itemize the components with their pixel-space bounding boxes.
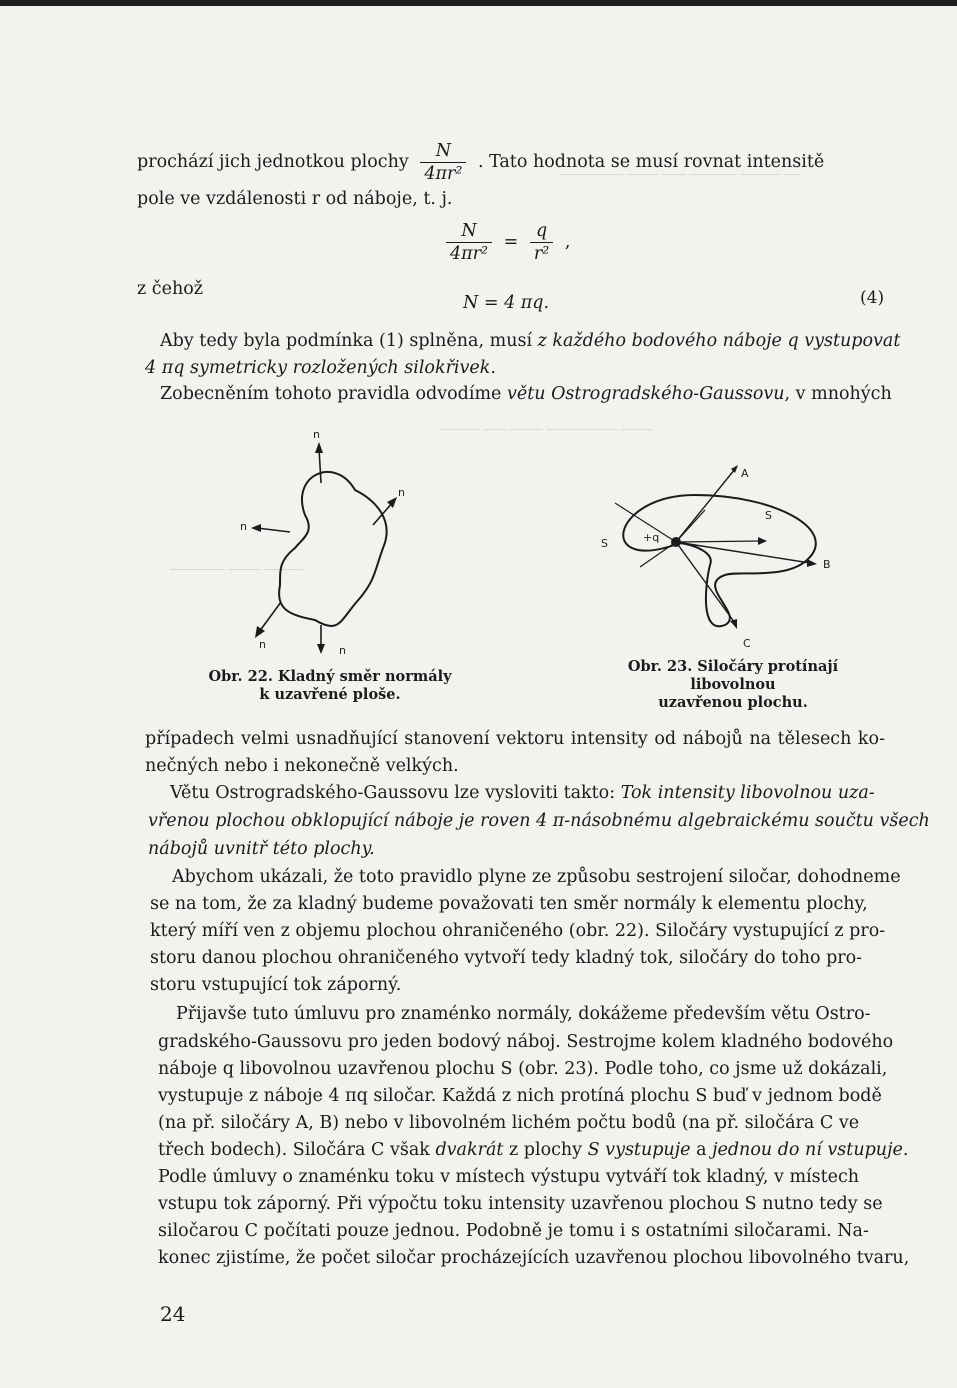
fraction-numerator: q	[530, 220, 553, 243]
text-run: storu vstupující tok záporný.	[150, 975, 402, 995]
text-run: siločarou C počítati pouze jednou. Podobně je tomu i s ostatními siločarami. Na-	[158, 1221, 869, 1241]
text-run: z čehož	[137, 279, 203, 299]
field-line-A	[676, 469, 735, 542]
text-run: prochází jich jednotkou plochy	[137, 152, 409, 172]
equation-number	[860, 288, 884, 308]
text-run: vstupu tok záporný. Při výpočtu toku intensity uzavřenou plochou S nutno tedy se	[158, 1194, 883, 1214]
normal-label: n	[240, 520, 247, 533]
equation-2	[463, 292, 549, 314]
text-line	[158, 1031, 893, 1053]
text-line	[145, 357, 496, 379]
text-run: se na tom, že za kladný budeme považovati ten směr normály k elementu plochy,	[150, 894, 868, 914]
text-run: gradského-Gaussovu pro jeden bodový náboj. Sestrojme kolem kladného bodového	[158, 1032, 894, 1052]
text-run: který míří ven z objemu plochou ohraničeného (obr. 22). Siločáry vystupující z pro-	[150, 921, 886, 941]
text-line	[158, 1193, 883, 1215]
text-run: vystupuje z náboje 4 πq siločar. Každá z nich protíná plochu S buď v jednom bodě	[158, 1086, 882, 1106]
page-number-text: 24	[160, 1302, 186, 1326]
fraction-denominator: 4πr²	[424, 164, 463, 184]
normal-arrowhead-bottom-left	[255, 626, 265, 638]
text-run: třech bodech). Siločára C však	[158, 1140, 436, 1160]
text-run: Větu Ostrogradského-Gaussovu lze vysloviti takto:	[170, 783, 621, 803]
text-run: vřenou plochou obklopující náboje je roven 4 π-násobnému algebraickému součtu všech	[148, 811, 930, 831]
figure-23	[575, 455, 855, 655]
text-line	[145, 755, 459, 777]
text-run: Přijavše tuto úmluvu pro znaménko normály, dokážeme především větu Ostro-	[176, 1004, 871, 1024]
equation-number-text: (4)	[860, 288, 885, 308]
text-run-italic: Tok intensity libovolnou uza-	[620, 783, 875, 803]
closed-surface-blob	[279, 472, 387, 626]
figure-23-caption	[588, 658, 878, 712]
text-run: Abychom ukázali, že toto pravidlo plyne ze způsobu sestrojení siločar, dohodneme	[172, 867, 901, 887]
text-line	[158, 1139, 908, 1161]
field-line-C	[676, 542, 735, 623]
show-through-text: ─────── ──── ─────	[170, 563, 304, 578]
text-line	[150, 920, 885, 942]
text-line	[176, 1003, 871, 1025]
equals-sign: =	[503, 232, 519, 252]
equation-1	[440, 220, 570, 265]
text-line	[158, 1247, 909, 1269]
text-run: . Tato hodnota se musí rovnat intensitě	[477, 152, 825, 172]
arrowhead-B	[807, 559, 817, 567]
text-run: a	[690, 1140, 713, 1160]
label-B: B	[823, 558, 831, 571]
caption-line: k uzavřené ploše.	[259, 686, 401, 703]
text-run-italic: S vystupuje	[587, 1140, 691, 1160]
text-line	[137, 278, 203, 300]
text-run-italic: dvakrát	[435, 1140, 504, 1160]
text-run-italic: jednou do ní vstupuje.	[712, 1140, 909, 1160]
fraction-denominator: r²	[533, 244, 550, 264]
normal-arrowhead-left	[251, 524, 261, 532]
normal-label: n	[259, 638, 266, 651]
text-line	[158, 1112, 859, 1134]
field-line	[676, 541, 761, 542]
caption-line: Obr. 22. Kladný směr normály	[208, 668, 452, 685]
field-line	[676, 510, 705, 542]
text-line	[137, 188, 452, 210]
text-run: Podle úmluvy o znaménku toku v místech výstupu vytváří tok kladný, v místech	[158, 1167, 860, 1187]
text-line	[150, 947, 862, 969]
equation-fraction-left	[446, 220, 492, 265]
normal-arrow-top	[319, 448, 321, 483]
page-number	[160, 1302, 185, 1326]
text-run: nábojů uvnitř této plochy.	[148, 839, 375, 859]
normal-label: n	[339, 644, 346, 657]
arrowhead-C	[730, 619, 737, 629]
normal-label: n	[313, 428, 320, 441]
field-line-B	[676, 542, 810, 563]
text-line	[158, 1085, 882, 1107]
text-run: 4 πq symetricky rozložených silokřivek.	[145, 358, 496, 378]
normal-arrowhead-bottom	[317, 644, 325, 654]
closed-surface-S	[623, 495, 816, 626]
arrowhead	[758, 537, 767, 545]
text-line	[170, 782, 875, 804]
text-run: (na př. siločáry A, B) nebo v libovolném lichém počtu bodů (na př. siločára C ve	[158, 1113, 860, 1133]
text-line	[148, 838, 375, 860]
label-A: A	[741, 467, 749, 480]
text-run-italic: větu Ostrogradského-Gaussovu	[506, 384, 785, 404]
text-run-italic: z každého bodového náboje q vystupovat	[537, 331, 901, 351]
page-top-edge	[0, 0, 957, 6]
figure-22	[235, 420, 435, 670]
fraction-numerator: N	[446, 220, 492, 243]
text-line	[150, 974, 401, 996]
text-run: konec zjistíme, že počet siločar procházejících uzavřenou plochou libovolného tvaru,	[158, 1248, 910, 1268]
label-S-right: S	[765, 509, 772, 522]
caption-line: Obr. 23. Siločáry protínají libovolnou	[627, 658, 839, 693]
label-C: C	[743, 637, 751, 650]
text-line	[145, 728, 885, 750]
text-run: z plochy	[503, 1140, 588, 1160]
text-line	[158, 1058, 887, 1080]
comma: ,	[564, 232, 571, 252]
show-through-text: ───── ─── ──── ───────── ────	[440, 423, 653, 438]
field-line	[640, 542, 676, 567]
show-through-text: ──────── ──── ─── ────── ───── ──	[560, 168, 800, 183]
text-line	[158, 1166, 859, 1188]
text-run: Zobecněním tohoto pravidla odvodíme	[160, 384, 507, 404]
normal-label: n	[398, 486, 405, 499]
text-line	[148, 810, 930, 832]
equation-fraction-right	[530, 220, 553, 265]
text-line	[160, 330, 900, 352]
text-run: , v mnohých	[784, 384, 892, 404]
text-run: storu danou plochou ohraničeného vytvoří tedy kladný tok, siločáry do toho pro-	[150, 948, 863, 968]
text-line	[158, 1220, 869, 1242]
normal-arrow-bottom-left	[259, 602, 281, 632]
label-charge: +q	[643, 531, 660, 544]
figure-22-caption	[200, 668, 460, 704]
fraction-numerator: N	[420, 140, 466, 163]
inline-fraction	[420, 140, 466, 185]
text-run: náboje q libovolnou uzavřenou plochu S (obr. 23). Podle toho, co jsme už dokázali,	[158, 1059, 888, 1079]
normal-arrow-left	[257, 528, 290, 532]
text-line	[137, 140, 824, 185]
text-run: Aby tedy byla podmínka (1) splněna, musí	[160, 331, 538, 351]
text-line	[160, 383, 892, 405]
equation-text: N = 4 πq.	[463, 293, 550, 313]
text-run: pole ve vzdálenosti r od náboje, t. j.	[137, 189, 453, 209]
text-line	[172, 866, 901, 888]
fraction-denominator: 4πr²	[450, 244, 489, 264]
normal-arrowhead-top	[315, 442, 323, 453]
caption-line: uzavřenou plochu.	[658, 694, 808, 711]
label-S-left: S	[601, 537, 608, 550]
text-line	[150, 893, 868, 915]
text-run: případech velmi usnadňující stanovení vektoru intensity od nábojů na tělesech ko-	[145, 729, 885, 749]
text-run: nečných nebo i nekonečně velkých.	[145, 756, 459, 776]
